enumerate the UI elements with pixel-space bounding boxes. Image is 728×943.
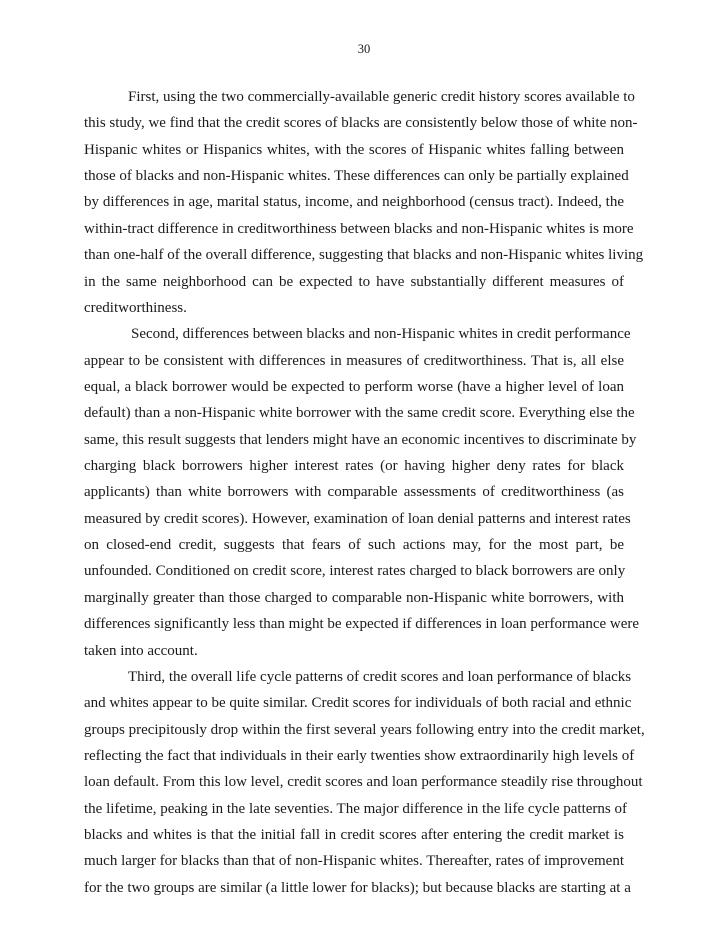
paragraph-2-line: charging black borrowers higher interest rates (or having higher deny rates for black — [84, 458, 624, 475]
paragraph-3-line: and whites appear to be quite similar. Credit scores for individuals of both racial and ethnic — [84, 695, 632, 712]
paragraph-1-line: this study, we find that the credit scores of blacks are consistently below those of white non- — [84, 115, 638, 132]
paragraph-1-line: than one-half of the overall difference, suggesting that blacks and non-Hispanic whites living — [84, 247, 644, 264]
paragraph-3-line: groups precipitously drop within the first several years following entry into the credit market, — [84, 721, 645, 738]
paragraph-1-line: those of blacks and non-Hispanic whites. These differences can only be partially explained — [84, 168, 629, 185]
paragraph-2-line: unfounded. Conditioned on credit score, interest rates charged to black borrowers are only — [84, 563, 626, 580]
paragraph-2-line: applicants) than white borrowers with comparable assessments of creditworthiness (as — [84, 484, 624, 501]
page-number: 30 — [357, 42, 371, 56]
paragraph-3-line: Third, the overall life cycle patterns of credit scores and loan performance of blacks — [128, 668, 632, 685]
body-text — [84, 84, 645, 901]
paragraph-3-line: reflecting the fact that individuals in their early twenties show extraordinarily high levels of — [84, 747, 635, 764]
paragraph-2-line: on closed-end credit, suggests that fears of such actions may, for the most part, be — [84, 537, 624, 554]
paragraph-2-line: Second, differences between blacks and non-Hispanic whites in credit performance — [131, 326, 631, 343]
paragraph-3-line: much larger for blacks than that of non-Hispanic whites. Thereafter, rates of improvement — [84, 853, 624, 870]
paragraph-1-line: creditworthiness. — [84, 299, 187, 316]
paragraph-2-line: measured by credit scores). However, examination of loan denial patterns and interest rates — [84, 510, 631, 527]
paragraph-2-line: default) than a non-Hispanic white borrower with the same credit score. Everything else the — [84, 405, 635, 422]
paragraph-1-line: Hispanic whites or Hispanics whites, with the scores of Hispanic whites falling between — [84, 141, 624, 158]
paragraph-2-line: appear to be consistent with differences in measures of creditworthiness. That is, all else — [84, 352, 624, 369]
paragraph-1-line: First, using the two commercially-available generic credit history scores available to — [128, 89, 635, 105]
paragraph-2-line: differences significantly less than might be expected if differences in loan performance were — [84, 616, 640, 633]
paragraph-2-line: taken into account. — [84, 642, 198, 659]
paragraph-1-line: within-tract difference in creditworthiness between blacks and non-Hispanic whites is more — [84, 220, 634, 237]
paragraph-2-line: equal, a black borrower would be expected to perform worse (have a higher level of loan — [84, 378, 624, 395]
paragraph-3-line: for the two groups are similar (a little lower for blacks); but because blacks are starting at a — [84, 879, 631, 896]
paragraph-1-line: in the same neighborhood can be expected to have substantially different measures of — [84, 273, 624, 290]
paragraph-3-line: the lifetime, peaking in the late seventies. The major difference in the life cycle patterns of — [84, 800, 627, 817]
paragraph-3-line: loan default. From this low level, credit scores and loan performance steadily rise throughout — [84, 774, 643, 791]
paragraph-2-line: marginally greater than those charged to comparable non-Hispanic white borrowers, with — [84, 589, 624, 606]
paragraph-1-line: by differences in age, marital status, income, and neighborhood (census tract). Indeed, the — [84, 194, 624, 211]
paragraph-2-line: same, this result suggests that lenders might have an economic incentives to discriminate by — [84, 431, 637, 448]
paragraph-3-line: blacks and whites is that the initial fall in credit scores after entering the credit market is — [84, 827, 624, 844]
